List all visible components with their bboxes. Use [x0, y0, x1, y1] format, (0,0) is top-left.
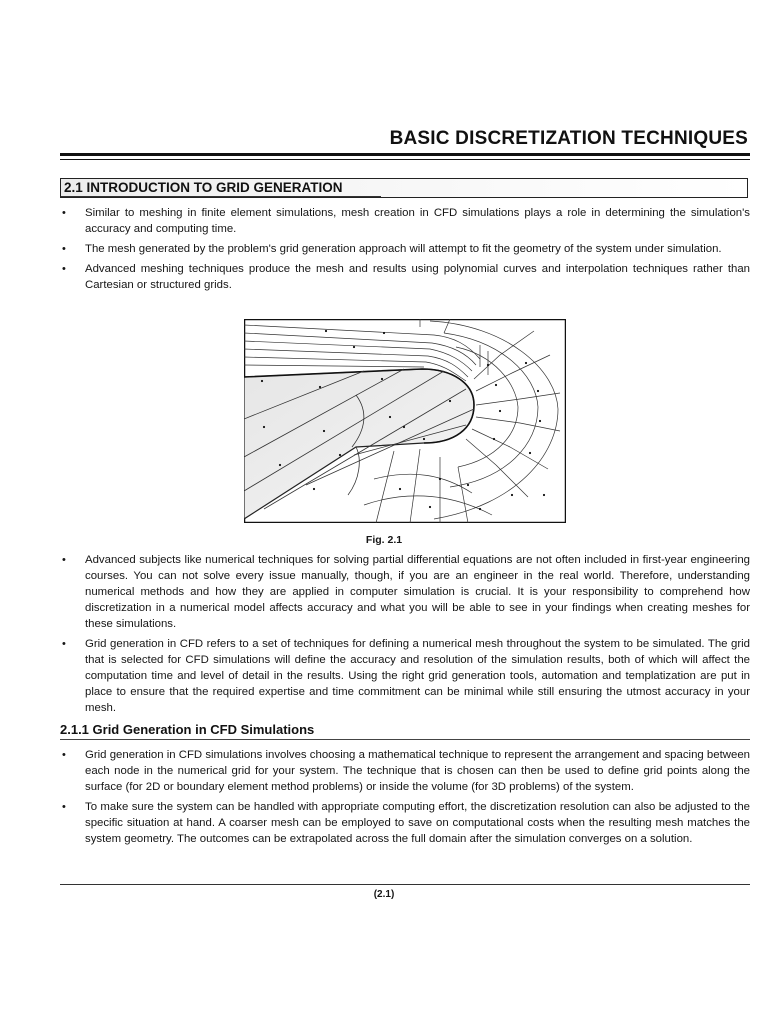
list-item	[60, 799, 750, 847]
section-heading: 2.1 INTRODUCTION TO GRID GENERATION	[64, 180, 343, 195]
page-number: (2.1)	[373, 889, 395, 900]
bullet-icon: •	[62, 801, 66, 813]
header-rule-thin	[60, 159, 750, 160]
list-item-text: Advanced meshing techniques produce the mesh and results using polynomial curves and interpolation techniques rather than Cartesian or structured grids.	[85, 263, 750, 291]
list-item-text: Advanced subjects like numerical techniques for solving partial differential equations are not often included in first-year engineering courses. You can not solve every issue manually, though, if you are an engineer in the real world. Therefore, understanding numerical methods and how they are applied in computer simulation is crucial. It is your responsibility to comprehend how discretization in a numerical model affects accuracy and what you will be able to see in your findings when creating meshes for these simulations.	[85, 554, 750, 630]
list-item-text: To make sure the system can be handled with appropriate computing effort, the discretization resolution can also be adjusted to the specific situation at hand. A coarser mesh can be employed to save on computational costs when the resulting mesh matches the system geometry. The outcomes can be extrapolated across the full domain after the simulation converges on a solution.	[85, 801, 750, 845]
footer-rule	[60, 884, 750, 885]
list-item-text: Similar to meshing in finite element simulations, mesh creation in CFD simulations plays a role in determining the simulation's accuracy and computing time.	[85, 207, 750, 235]
list-item	[60, 205, 750, 237]
bullet-icon: •	[62, 554, 66, 566]
list-item-text: Grid generation in CFD simulations involves choosing a mathematical technique to represent the arrangement and spacing between each node in the numerical grid for your system. The technique that is chosen can then be used to define grid points along the surface (for 2D or boundary element method problems) or inside the volume (for 3D problems) of the system.	[85, 749, 750, 793]
list-item	[60, 747, 750, 795]
header-rule-thick	[60, 153, 750, 156]
bullet-icon: •	[62, 263, 66, 275]
list-item	[60, 552, 750, 632]
section-heading-underline	[61, 196, 381, 197]
bullet-icon: •	[62, 749, 66, 761]
list-item	[60, 636, 750, 716]
list-item	[60, 261, 750, 293]
list-item	[60, 241, 750, 257]
bullet-icon: •	[62, 243, 66, 255]
section-heading-box	[60, 178, 748, 198]
subsection-rule	[60, 739, 750, 740]
intro-bullet-list	[60, 205, 750, 297]
figure-caption: Fig. 2.1	[365, 534, 403, 546]
chapter-title: BASIC DISCRETIZATION TECHNIQUES	[389, 128, 748, 149]
list-item-text: The mesh generated by the problem's grid generation approach will attempt to fit the geometry of the system under simulation.	[85, 243, 722, 255]
mesh-figure	[244, 319, 566, 523]
bullet-icon: •	[62, 207, 66, 219]
mesh-diagram	[244, 319, 566, 523]
list-item-text: Grid generation in CFD refers to a set of techniques for defining a numerical mesh throughout the system to be simulated. The grid that is selected for CFD simulations will define the accuracy and resolution of the simulation results, both of which will affect the computation time and level of detail in the results. Using the right grid generation tools, automation and templatization are put in place to ensure that the required expertise and time commitment can be minimal while still ensuring the utmost accuracy in your mesh.	[85, 638, 750, 714]
sub-bullet-list	[60, 747, 750, 851]
main-bullet-list	[60, 552, 750, 720]
subsection-heading: 2.1.1 Grid Generation in CFD Simulations	[60, 722, 315, 737]
bullet-icon: •	[62, 638, 66, 650]
